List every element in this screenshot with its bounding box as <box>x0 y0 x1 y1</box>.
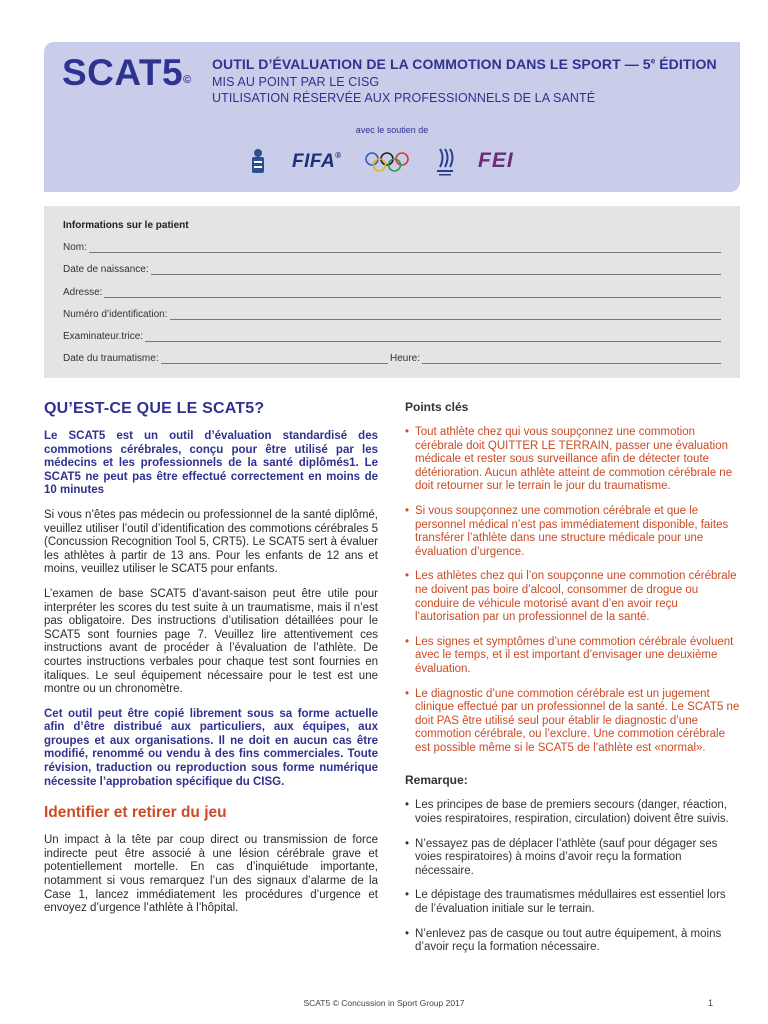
fifa-logo: FIFA® <box>292 151 342 172</box>
injury-date-input-line[interactable] <box>161 354 388 364</box>
address-field[interactable] <box>63 287 721 298</box>
id-number-input-line[interactable] <box>170 310 722 320</box>
sponsor-logos <box>44 147 740 179</box>
world-rugby-logo-icon <box>434 147 456 177</box>
address-label: Adresse: <box>63 287 103 298</box>
copyright-paragraph: Cet outil peut être copié librement sous sa forme actuelle afin d’être distribué aux particuliers, aux équipes, aux groupes et aux organisations. Il ne doit en aucun cas être modifié, renommé ou vendu à des fins commerciales. Toute révision, traduction ou reproduction sous forme numérique nécessite l’approbation spécifique du CISG. <box>44 707 378 788</box>
key-point: • Le diagnostic d’une commotion cérébrale est un jugement clinique effectué par un professionnel de la santé. Le SCAT5 ne doit PAS être utilisé seul pour établir le diagnostic d’une commotion cérébrale, ou l’exclure. Une commotion cérébrale est possible même si le SCAT5 de l’athlète est «normal». <box>405 688 740 756</box>
name-input-line[interactable] <box>89 243 721 253</box>
remarque-item: • Les principes de base de premiers secours (danger, réaction, voies respiratoires, respiration, circulation) doivent être suivis. <box>405 799 740 826</box>
injury-date-label: Date du traumatisme: <box>63 353 159 364</box>
baseline-paragraph: L’examen de base SCAT5 d’avant-saison peut être utile pour interpréter les scores du test suite à un traumatisme, mais il n’est pas obligatoire. Des instructions d’utilisation détaillées pour le SCAT5 sont fournies page 7. Veuillez lire attentivement ces instructions avant de procéder à l’évaluation de l’athlète. De courtes instructions verbales pour chaque test sont fournies en italiques. Le seul équipement nécessaire pour le test est une montre ou un chronomètre. <box>44 587 378 696</box>
what-is-scat5-heading: QU’EST-CE QUE LE SCAT5? <box>44 400 265 417</box>
dob-input-line[interactable] <box>151 265 721 275</box>
identify-remove-paragraph: Un impact à la tête par coup direct ou transmission de force indirecte peut être associé à une lésion cérébrale grave et potentiellement mortelle. En cas d’inquiétude importante, notamment si vous remarquez l’un des signaux d’alarme de la Case 1, lancez immédiatement les procédures d’urgence et envoyez d’urgence l’athlète à l’hôpital. <box>44 834 378 915</box>
ice-hockey-logo-icon <box>250 147 266 175</box>
footer-copyright: SCAT5 © Concussion in Sport Group 2017 <box>303 998 465 1008</box>
identify-remove-heading: Identifier et retirer du jeu <box>44 804 227 822</box>
support-label: avec le soutien de <box>355 125 429 135</box>
left-column <box>44 400 378 916</box>
fei-logo: FEI <box>478 149 514 172</box>
remarque-item: • N’essayez pas de déplacer l’athlète (sauf pour dégager ses voies respiratoires) à moins d’avoir reçu la formation nécessaire. <box>405 838 740 879</box>
olympic-rings-icon <box>364 151 410 173</box>
id-number-field[interactable] <box>63 309 721 320</box>
scat5-logo <box>62 52 191 94</box>
subtitle-cisg: MIS AU POINT PAR LE CISG <box>212 75 380 89</box>
header-banner <box>44 42 740 192</box>
logo-text: SCAT5 <box>62 52 184 93</box>
address-input-line[interactable] <box>104 288 721 298</box>
patient-info-form <box>44 206 740 378</box>
remarque-item: • N’enlevez pas de casque ou tout autre équipement, à moins d’avoir reçu la formation nécessaire. <box>405 928 740 955</box>
dob-label: Date de naissance: <box>63 264 149 275</box>
non-physician-paragraph: Si vous n’êtes pas médecin ou professionnel de la santé diplômé, veuillez utiliser l’outil d’identification des commotions cérébrales 5 (Concussion Recognition Tool 5, CRT5). Le SCAT5 sert à évaluer les athlètes à partir de 13 ans. Pour les enfants de 12 ans et moins, veuillez utiliser le SCAT5 pour enfants. <box>44 508 378 576</box>
patient-info-title: Informations sur le patient <box>63 220 189 231</box>
dob-field[interactable] <box>63 264 721 275</box>
intro-paragraph: Le SCAT5 est un outil d’évaluation standardisé des commotions cérébrales, conçu pour être utilisé par les médecins et les professionnels de la santé diplômés1. Le SCAT5 ne peut pas être effectué correctement en moins de 10 minutes <box>44 430 378 497</box>
remarque-heading: Remarque: <box>405 773 468 788</box>
key-points-heading: Points clés <box>405 400 469 414</box>
id-number-label: Numéro d’identification: <box>63 309 168 320</box>
page-number: 1 <box>708 998 714 1008</box>
examiner-input-line[interactable] <box>145 332 721 342</box>
name-label: Nom: <box>63 242 87 253</box>
key-point: • Si vous soupçonnez une commotion cérébrale et que le personnel médical n’est pas immédiatement disponible, faites transférer l’athlète dans une structure médicale pour une évaluation d’urgence. <box>405 505 740 559</box>
key-point: • Les athlètes chez qui l’on soupçonne une commotion cérébrale ne doivent pas boire d’alcool, consommer de drogue ou conduire de véhicule motorisé avant d’en avoir reçu l’autorisation par un professionnel de la santé. <box>405 570 740 624</box>
injury-date-field[interactable] <box>63 353 388 364</box>
logo-copyright: © <box>183 74 192 86</box>
page-title: OUTIL D’ÉVALUATION DE LA COMMOTION DANS LE SPORT — 5e ÉDITION <box>212 56 717 72</box>
key-point: • Les signes et symptômes d’une commotion cérébrale évoluent avec le temps, et il est important d’envisager une deuxième évaluation. <box>405 636 740 677</box>
examiner-label: Examinateur.trice: <box>63 331 144 342</box>
subtitle-usage: UTILISATION RÉSERVÉE AUX PROFESSIONNELS DE LA SANTÉ <box>212 91 596 105</box>
remarque-list <box>405 799 740 954</box>
key-points-list <box>405 426 740 755</box>
time-label: Heure: <box>390 353 421 364</box>
key-point: • Tout athlète chez qui vous soupçonnez une commotion cérébrale doit QUITTER LE TERRAIN, passer une évaluation médicale et rester sous surveillance afin de détecter toute détérioration. Aucun athlète atteint de commotion cérébrale ne doit retourner sur le terrain le jour du traumatisme. <box>405 426 740 494</box>
remarque-item: • Le dépistage des traumatismes médullaires est essentiel lors de l’évaluation initiale sur le terrain. <box>405 889 740 916</box>
examiner-field[interactable] <box>63 331 721 342</box>
name-field[interactable] <box>63 242 721 253</box>
header-titles <box>212 56 717 105</box>
time-field[interactable] <box>390 353 721 364</box>
right-column <box>405 400 740 955</box>
time-input-line[interactable] <box>422 354 721 364</box>
